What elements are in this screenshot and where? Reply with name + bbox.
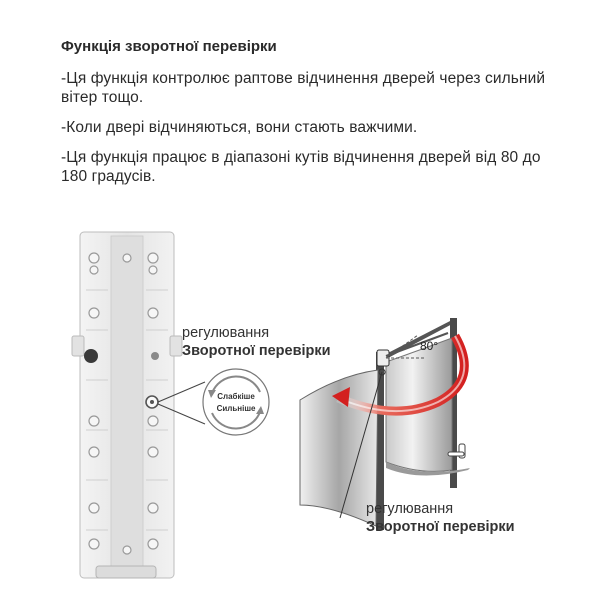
dial-stronger-label: Сильніше xyxy=(216,404,256,413)
page-title: Функція зворотної перевірки xyxy=(61,38,277,55)
angle-label: 80° xyxy=(420,339,439,353)
paragraph-3: -Ця функція працює в діапазоні кутів відчинення дверей від 80 до 180 градусів. xyxy=(61,149,541,185)
paragraph-1: -Ця функція контролює раптове відчинення дверей через сильний вітер тощо. xyxy=(61,70,546,106)
dial-weaker-label: Слабкіше xyxy=(217,392,255,401)
left-label-line2: Зворотної перевірки xyxy=(182,343,331,359)
right-label-line1: регулювання xyxy=(366,501,454,517)
door-closer-body xyxy=(72,232,182,578)
left-label-line1: регулювання xyxy=(182,325,270,341)
paragraph-2: -Коли двері відчиняються, вони стають важчими. xyxy=(61,119,418,136)
left-adjustment-label xyxy=(182,324,331,360)
adjustment-dial xyxy=(203,369,269,435)
right-label-line2: Зворотної перевірки xyxy=(366,519,515,535)
right-adjustment-label xyxy=(366,500,515,536)
